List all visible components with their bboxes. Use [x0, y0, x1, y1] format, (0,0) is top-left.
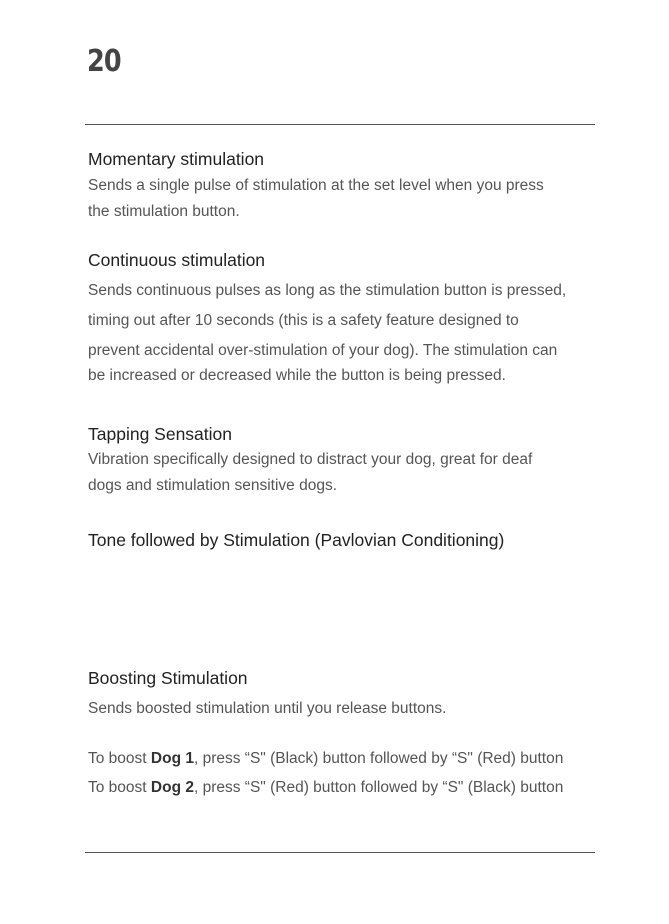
page-number: 20	[87, 44, 121, 79]
body-line: Sends continuous pulses as long as the stimulation button is pressed,	[88, 282, 567, 299]
section-heading-tone: Tone followed by Stimulation (Pavlovian Conditioning)	[88, 530, 505, 550]
dog2-label: Dog 2	[150, 779, 194, 796]
body-line: dogs and stimulation sensitive dogs.	[88, 477, 338, 494]
body-line: prevent accidental over-stimulation of your dog). The stimulation can	[88, 342, 558, 359]
section-heading-continuous: Continuous stimulation	[88, 250, 266, 270]
body-line: Vibration specifically designed to distract your dog, great for deaf	[88, 451, 533, 468]
boosting-description: Sends boosted stimulation until you release buttons.	[88, 700, 447, 717]
top-divider	[85, 124, 595, 125]
body-line: the stimulation button.	[88, 203, 240, 220]
body-line: be increased or decreased while the button is being pressed.	[88, 367, 506, 384]
boost-dog1-instruction: To boost Dog 1, press “S" (Black) button followed by “S" (Red) button	[88, 750, 564, 767]
body-line: Sends a single pulse of stimulation at the set level when you press	[88, 177, 544, 194]
section-heading-tapping: Tapping Sensation	[88, 424, 232, 444]
section-heading-boosting: Boosting Stimulation	[88, 668, 248, 688]
body-line: timing out after 10 seconds (this is a safety feature designed to	[88, 312, 519, 329]
section-heading-momentary: Momentary stimulation	[88, 149, 265, 169]
boost-dog2-instruction: To boost Dog 2, press “S" (Red) button followed by “S" (Black) button	[88, 779, 564, 796]
bottom-divider	[85, 852, 595, 853]
dog1-label: Dog 1	[150, 750, 194, 767]
